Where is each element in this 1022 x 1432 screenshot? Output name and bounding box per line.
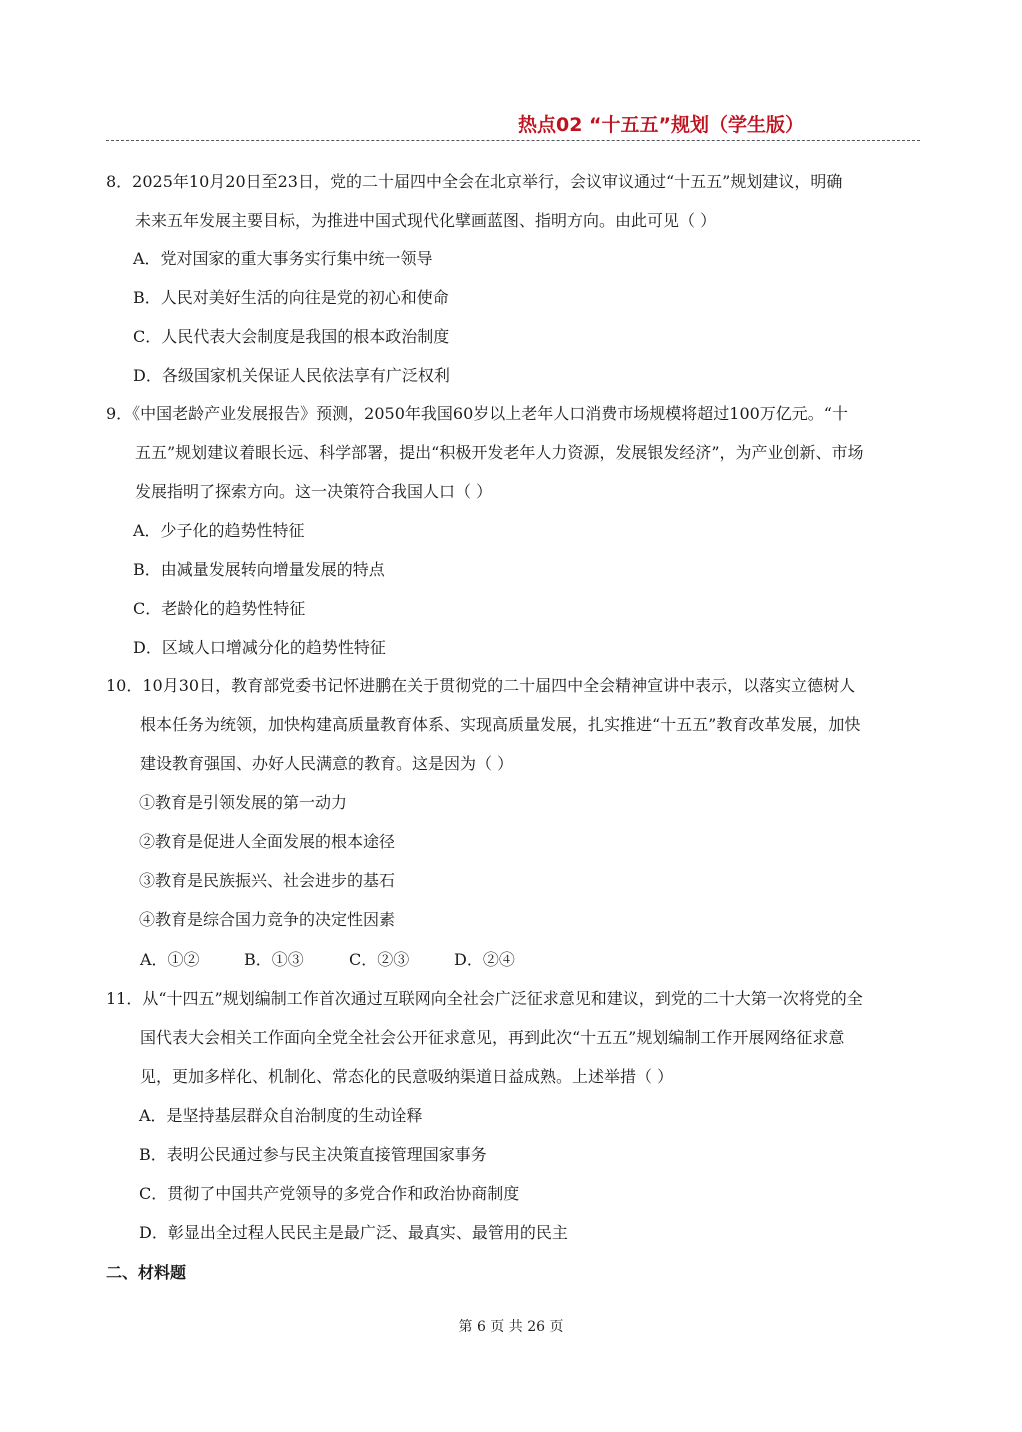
question-8-option-c: C．人民代表大会制度是我国的根本政治制度	[133, 327, 450, 346]
question-8-option-d: D．各级国家机关保证人民依法享有广泛权利	[133, 366, 450, 385]
question-11-option-b: B．表明公民通过参与民主决策直接管理国家事务	[139, 1145, 487, 1164]
question-8-option-b: B．人民对美好生活的向往是党的初心和使命	[133, 288, 449, 307]
section-heading: 二、材料题	[106, 1263, 187, 1282]
question-10-stem-line-3: 建设教育强国、办好人民满意的教育。这是因为（ ）	[140, 754, 514, 773]
question-11-stem-line-2: 国代表大会相关工作面向全党全社会公开征求意见，再到此次“十五五”规划编制工作开展网络征求意	[140, 1028, 845, 1047]
question-9-stem-line-1: 9．《中国老龄产业发展报告》预测，2050年我国60岁以上老年人口消费市场规模将超过100万亿元。“十	[106, 404, 848, 423]
question-10-choice-a: A．①②	[140, 950, 200, 969]
question-9-stem-line-2: 五五”规划建议着眼长远、科学部署，提出“积极开发老年人力资源，发展银发经济”，为产业创新、市场	[135, 443, 864, 462]
question-10-statement-1: ①教育是引领发展的第一动力	[139, 793, 348, 812]
question-11-option-c: C．贯彻了中国共产党领导的多党合作和政治协商制度	[139, 1184, 520, 1203]
page-number: 第 6 页 共 26 页	[458, 1319, 564, 1335]
question-11-option-a: A．是坚持基层群众自治制度的生动诠释	[139, 1106, 423, 1125]
question-8-stem-line-1: 8．2025年10月20日至23日，党的二十届四中全会在北京举行，会议审议通过“十五五”规划建议，明确	[106, 172, 843, 191]
question-10-choice-c: C．②③	[349, 950, 410, 969]
question-10-stem-line-2: 根本任务为统领，加快构建高质量教育体系、实现高质量发展，扎实推进“十五五”教育改革发展，加快	[140, 715, 861, 734]
question-10-choice-b: B．①③	[244, 950, 304, 969]
question-10-statement-2: ②教育是促进人全面发展的根本途径	[139, 832, 396, 851]
question-9-option-a: A．少子化的趋势性特征	[133, 521, 305, 540]
question-11-stem-line-1: 11．从“十四五”规划编制工作首次通过互联网向全社会广泛征求意见和建议，到党的二十大第一次将党的全	[106, 989, 863, 1008]
question-9-option-b: B．由减量发展转向增量发展的特点	[133, 560, 385, 579]
question-9-option-c: C．老龄化的趋势性特征	[133, 599, 306, 618]
question-11-stem-line-3: 见，更加多样化、机制化、常态化的民意吸纳渠道日益成熟。上述举措（ ）	[140, 1067, 674, 1086]
question-10-statement-3: ③教育是民族振兴、社会进步的基石	[139, 871, 396, 890]
question-10-statement-4: ④教育是综合国力竞争的决定性因素	[139, 910, 396, 929]
question-10-stem-line-1: 10．10月30日，教育部党委书记怀进鹏在关于贯彻党的二十届四中全会精神宣讲中表示，以落实立德树人	[106, 676, 856, 695]
question-9-stem-line-3: 发展指明了探索方向。这一决策符合我国人口（ ）	[135, 482, 493, 501]
question-10-choice-d: D．②④	[454, 950, 515, 969]
page-title: 热点02 “十五五”规划（学生版）	[517, 114, 805, 136]
question-8-option-a: A．党对国家的重大事务实行集中统一领导	[133, 249, 433, 268]
question-8-stem-line-2: 未来五年发展主要目标，为推进中国式现代化擘画蓝图、指明方向。由此可见（ ）	[135, 211, 717, 230]
question-11-option-d: D．彰显出全过程人民民主是最广泛、最真实、最管用的民主	[139, 1223, 568, 1242]
question-9-option-d: D．区域人口增减分化的趋势性特征	[133, 638, 386, 657]
header-divider	[106, 140, 920, 141]
